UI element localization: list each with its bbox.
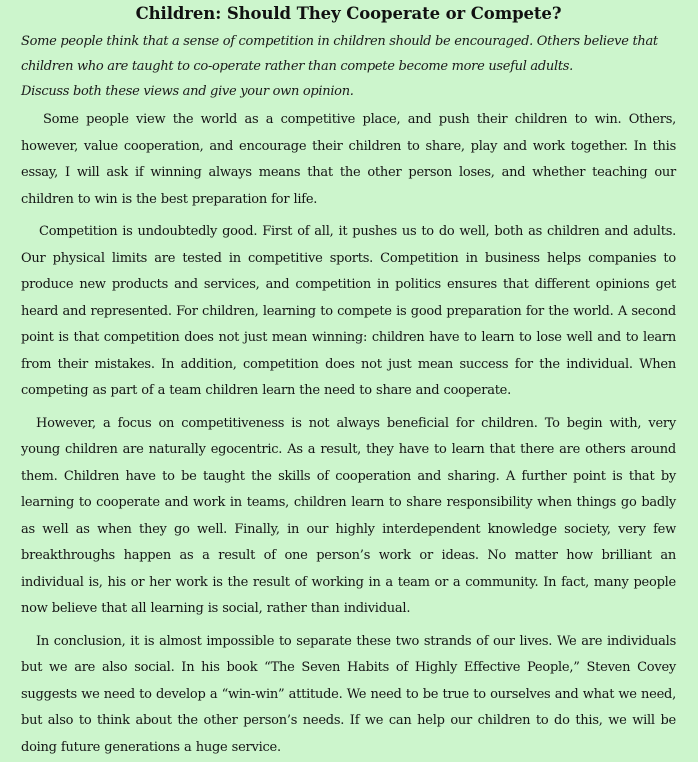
essay-title: Children: Should They Cooperate or Compete? <box>135 4 562 23</box>
essay-prompt-instruction: Discuss both these views and give your own opinion. <box>21 84 354 99</box>
essay-body <box>21 107 676 761</box>
paragraph-competition: Competition is undoubtedly good. First of all, it pushes us to do well, both as children and adults. Our physical limits are tested in competitive sports. Competition in business helps companies to produce new products and services, and competition in politics ensures that different opinions get heard and represented. For children, learning to compete is good preparation for the world. A second point is that competition does not just mean winning: children have to learn to lose well and to learn from their mistakes. In addition, competition does not just mean success for the individual. When competing as part of a team children learn the need to share and cooperate. <box>21 224 676 398</box>
paragraph-conclusion: In conclusion, it is almost impossible to separate these two strands of our lives. We are individuals but we are also social. In his book “The Seven Habits of Highly Effective People,” Steven Covey suggests we need to develop a “win-win” attitude. We need to be true to ourselves and what we need, but also to think about the other person’s needs. If we can help our children to do this, we will be doing future generations a huge service. <box>21 633 676 755</box>
paragraph-cooperation: However, a focus on competitiveness is not always beneficial for children. To begin with, very young children are naturally egocentric. As a result, they have to learn that there are others around them. Children have to be taught the skills of cooperation and sharing. A further point is that by learning to cooperate and work in teams, children learn to share responsibility when things go badly as well as when they go well. Finally, in our highly interdependent knowledge society, very few breakthroughs happen as a result of one person’s work or ideas. No matter how brilliant an individual is, his or her work is the result of working in a team or a community. In fact, many people now believe that all learning is social, rather than individual. <box>21 415 676 616</box>
essay-prompt-statement: Some people think that a sense of competition in children should be encouraged. Others believe that children who are taught to co-operate rather than compete become more useful adults. <box>21 34 658 74</box>
paragraph-introduction: Some people view the world as a competitive place, and push their children to win. Others, however, value cooperation, and encourage their children to share, play and work together. In this essay, I will ask if winning always means that the other person loses, and whether teaching our children to win is the best preparation for life. <box>21 112 676 207</box>
